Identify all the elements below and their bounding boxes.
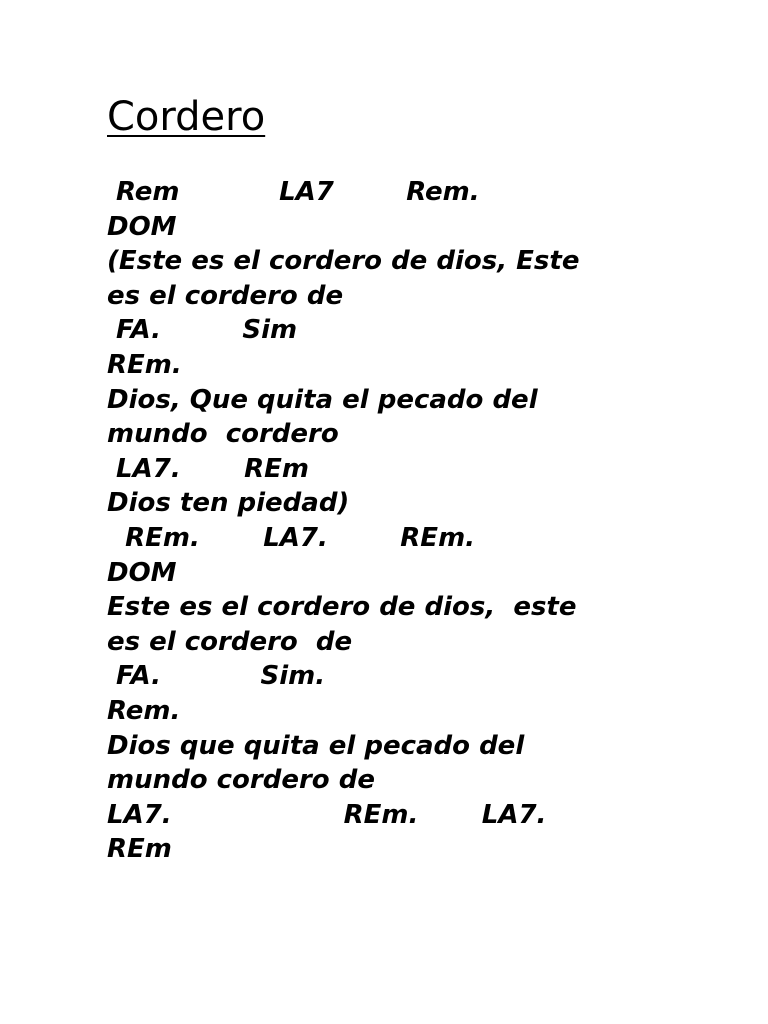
- lyric-line: Dios que quita el pecado del: [107, 730, 525, 761]
- lyric-line: es el cordero de: [107, 626, 353, 657]
- chord-line: REm.: [107, 349, 182, 380]
- chord-line: DOM: [107, 557, 177, 588]
- chord-line: FA. Sim: [107, 315, 298, 346]
- page-title: Cordero: [107, 94, 266, 140]
- chord-line: FA. Sim.: [107, 661, 326, 692]
- song-body: [107, 175, 727, 867]
- lyric-line: (Este es el cordero de dios, Este: [107, 246, 580, 277]
- lyric-line: es el cordero de: [107, 280, 344, 311]
- lyric-line: Dios, Que quita el pecado del: [107, 384, 538, 415]
- lyric-line: mundo cordero de: [107, 765, 375, 796]
- chord-line: LA7. REm. LA7.: [107, 799, 547, 830]
- lyric-line: Este es el cordero de dios, este: [107, 592, 577, 623]
- chord-line: Rem.: [107, 695, 181, 726]
- lyric-line: Dios ten piedad): [107, 488, 350, 519]
- lyric-line: mundo cordero: [107, 419, 339, 450]
- chord-line: REm. LA7. REm.: [107, 522, 476, 553]
- chord-line: LA7. REm: [107, 453, 309, 484]
- chord-line: REm: [107, 834, 172, 865]
- chord-line: DOM: [107, 211, 177, 242]
- chord-line: Rem LA7 Rem.: [107, 177, 480, 207]
